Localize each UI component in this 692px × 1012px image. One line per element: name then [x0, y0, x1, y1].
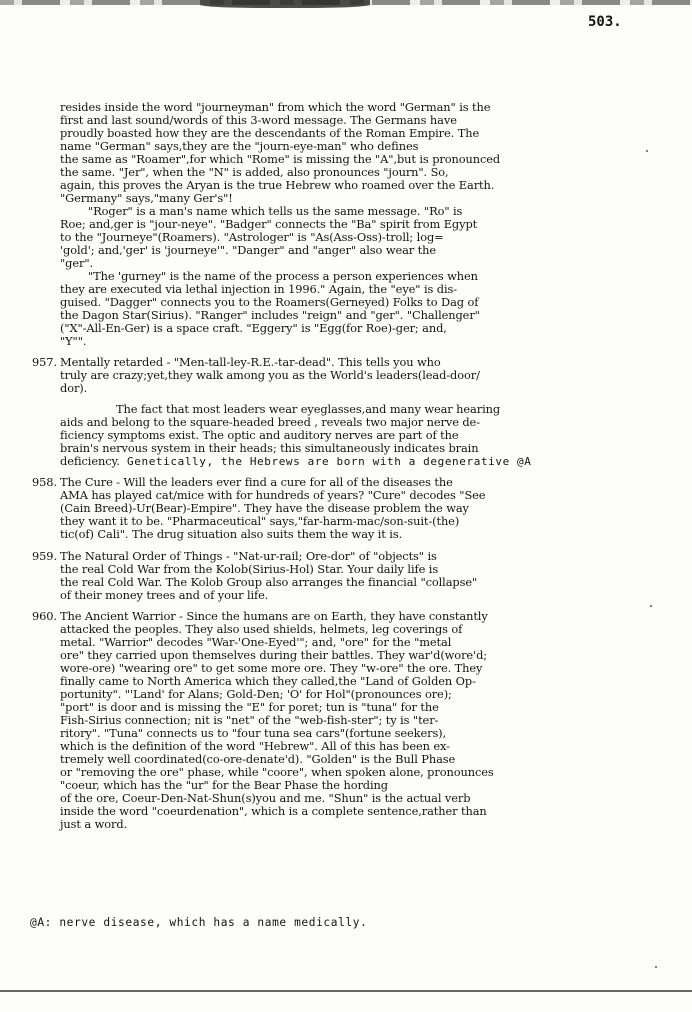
line-text: ritory". "Tuna" connects us to "four tuna sea cars"(fortune seekers), [60, 725, 447, 740]
paragraph [32, 475, 644, 542]
text-line [60, 335, 644, 348]
scan-speck [655, 966, 657, 968]
line-text: the same. "Jer", when the "N" is added, also pronounces "journ". So, [60, 165, 449, 180]
line-text: (Cain Breed)-Ur(Bear)-Empire". They have the disease problem the way [60, 501, 469, 516]
text-line [60, 244, 644, 257]
line-text: "Germany" says,"many Ger's"! [60, 191, 233, 206]
entry-number: 960. [32, 608, 57, 623]
line-text: The Natural Order of Things - "Nat-ur-rail; Ore-dor" of "objects" is [60, 548, 437, 563]
line-text: "Y"". [60, 334, 87, 349]
line-text: attacked the peoples. They also used shields, helmets, leg coverings of [60, 621, 463, 636]
line-text: Mentally retarded - "Men-tall-ley-R.E.-tar-dead". This tells you who [60, 355, 441, 370]
line-text: The Cure - Will the leaders ever find a cure for all of the diseases the [60, 475, 453, 490]
line-text: "ger". [60, 256, 93, 271]
scan-speck [650, 605, 652, 607]
text-line [60, 589, 644, 602]
text-line [60, 369, 644, 382]
line-text: inside the word "coeurdenation", which is a complete sentence,rather than [60, 803, 487, 818]
line-text: 'gold'; and,'ger' is 'journeye'". "Danger" and "anger" also wear the [60, 243, 437, 258]
line-text: dor). [60, 381, 88, 396]
text-line [60, 818, 644, 831]
scan-speck [646, 150, 648, 152]
line-text: they want it to be. "Pharmaceutical" says,"far-harm-mac/son-suit-(the) [60, 514, 460, 529]
line-text: tremely well coordinated(co-ore-denate'd). "Golden" is the Bull Phase [60, 751, 456, 766]
footnote: @A: nerve disease, which has a name medically. [30, 916, 368, 929]
line-text: portunity". "'Land' for Alans; Gold-Den; 'O' for Hol"(pronounces ore); [60, 686, 452, 701]
line-text: ficiency symptoms exist. The optic and auditory nerves are part of the [60, 428, 459, 443]
line-text: brain's nervous system in their heads; this simultaneously indicates brain [60, 441, 479, 456]
line-text: "port" is door and is missing the "E" for poret; tun is "tuna" for the [60, 699, 439, 714]
line-text: to the "Journeye"(Roamers). "Astrologer" is "As(Ass-Oss)-troll; log= [60, 230, 444, 245]
line-text: proudly boasted how they are the descendants of the Roman Empire. The [60, 126, 480, 141]
line-text: guised. "Dagger" connects you to the Roamers(Gerneyed) Folks to Dag of [60, 295, 479, 310]
line-text: or "removing the ore" phase, while "coore", when spoken alone, pronounces [60, 764, 494, 779]
entry-number: 957. [32, 355, 57, 370]
line-text: wore-ore) "wearing ore" to get some more ore. They "w-ore" the ore. They [60, 660, 483, 675]
line-text: deficiency. [60, 454, 120, 469]
line-text: finally came to North America which they called,the "Land of Golden Op- [60, 673, 476, 688]
line-text: "Roger" is a man's name which tells us the same message. "Ro" is [88, 204, 463, 219]
line-text: the real Cold War. The Kolob Group also arranges the financial "collapse" [60, 574, 478, 589]
line-text: aids and belong to the square-headed breed , reveals two major nerve de- [60, 415, 480, 430]
line-text: the Dagon Star(Sirius). "Ranger" includes "reign" and "ger". "Challenger" [60, 308, 480, 323]
line-text: metal. "Warrior" decodes "War-'One-Eyed'"; and, "ore" for the "metal [60, 634, 452, 649]
line-text: The fact that most leaders wear eyeglasses,and many wear hearing [116, 402, 501, 417]
paragraph [32, 548, 644, 602]
line-text: ("X"-All-En-Ger) is a space craft. "Eggery" is "Egg(for Roe)-ger; and, [60, 321, 447, 336]
text-line [60, 442, 644, 455]
line-text: truly are crazy;yet,they walk among you as the World's leaders(lead-door/ [60, 368, 480, 383]
line-text: resides inside the word "journeyman" from which the word "German" is the [60, 100, 491, 114]
paragraph [60, 205, 644, 270]
text-line [60, 455, 644, 468]
line-text: the real Cold War from the Kolob(Sirius-Hol) Star. Your daily life is [60, 561, 439, 576]
line-text: first and last sound/words of this 3-word message. The Germans have [60, 113, 457, 128]
line-text: "The 'gurney" is the name of the process a person experiences when [88, 269, 478, 284]
line-text: which is the definition of the word "Hebrew". All of this has been ex- [60, 738, 450, 753]
line-text: again, this proves the Aryan is the true Hebrew who roamed over the Earth. [60, 178, 495, 193]
entry-number: 958. [32, 475, 57, 490]
bottom-rule [0, 990, 692, 992]
paragraph [60, 403, 644, 468]
line-text: AMA has played cat/mice with for hundreds of years? "Cure" decodes "See [60, 488, 486, 503]
line-text: of their money trees and of your life. [60, 587, 269, 602]
paragraph [60, 270, 644, 348]
line-text: of the ore, Coeur-Den-Nat-Shun(s)you and me. "Shun" is the actual verb [60, 790, 471, 805]
paragraph [32, 355, 644, 396]
text-line [60, 805, 644, 818]
text-line [60, 528, 644, 541]
typed-insert: Genetically, the Hebrews are born with a degenerative @A [119, 455, 532, 469]
line-text: just a word. [60, 816, 128, 831]
text-line [60, 382, 644, 395]
line-text: tic(of) Cali". The drug situation also suits them the way it is. [60, 527, 403, 542]
entry-number: 959. [32, 548, 57, 563]
line-text: Fish-Sirius connection; nit is "net" of the "web-fish-ster"; ty is "ter- [60, 712, 439, 727]
line-text: ore" they carried upon themselves during their battles. They war'd(wore'd; [60, 647, 488, 662]
scan-top-mark [200, 0, 370, 8]
text-line [60, 322, 644, 335]
line-text: Roe; and,ger is "jour-neye". "Badger" connects the "Ba" spirit from Egypt [60, 217, 478, 232]
paragraph [32, 608, 644, 831]
line-text: name "German" says,they are the "journ-eye-man" who defines [60, 139, 419, 154]
line-text: The Ancient Warrior - Since the humans are on Earth, they have constantly [60, 608, 488, 623]
line-text: they are executed via lethal injection in 1996." Again, the "eye" is dis- [60, 282, 457, 297]
line-text: the same as "Roamer",for which "Rome" is missing the "A",but is pronounced [60, 152, 501, 167]
paragraph [60, 101, 644, 205]
line-text: "coeur, which has the "ur" for the Bear Phase the hording [60, 777, 388, 792]
page-number: 503. [588, 14, 622, 30]
body-text [32, 100, 644, 831]
